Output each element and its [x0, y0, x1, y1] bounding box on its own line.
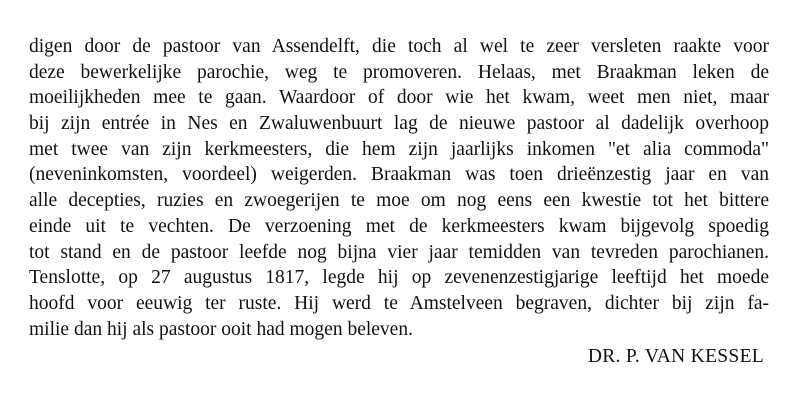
- text-line: moeilijkheden mee te gaan. Waardoor of door wie het kwam, weet men niet, maar: [29, 87, 769, 109]
- text-line: met twee van zijn kerkmeesters, die hem zijn jaarlijks inkomen "et alia commoda": [29, 138, 769, 160]
- text-line: (neveninkomsten, voordeel) weigerden. Braakman was toen drieënzestig jaar en van: [29, 164, 769, 186]
- text-line: alle decepties, ruzies en zwoegerijen te moe om nog eens een kwestie tot het bittere: [29, 190, 769, 212]
- text-line: digen door de pastoor van Assendelft, die toch al wel te zeer versleten raakte voor: [29, 36, 769, 57]
- text-line: einde uit te vechten. De verzoening met de kerkmeesters kwam bijgevolg spoedig: [29, 215, 769, 237]
- text-line: hoofd voor eeuwig ter ruste. Hij werd te Amstelveen begraven, dichter bij zijn fa-: [29, 292, 769, 314]
- article-paragraph: [29, 34, 769, 342]
- text-line: milie dan hij als pastoor ooit had mogen beleven.: [29, 318, 413, 340]
- text-line: deze bewerkelijke parochie, weg te promoveren. Helaas, met Braakman leken de: [29, 61, 769, 83]
- text-line: tot stand en de pastoor leefde nog bijna vier jaar temidden van tevreden parochianen.: [29, 241, 769, 263]
- text-line: bij zijn entrée in Nes en Zwaluwenbuurt lag de nieuwe pastoor al dadelijk overhoop: [29, 113, 769, 135]
- author-signature: DR. P. VAN KESSEL: [587, 346, 764, 367]
- text-line: Tenslotte, op 27 augustus 1817, legde hij op zevenenzestigjarige leeftijd het moede: [29, 267, 769, 289]
